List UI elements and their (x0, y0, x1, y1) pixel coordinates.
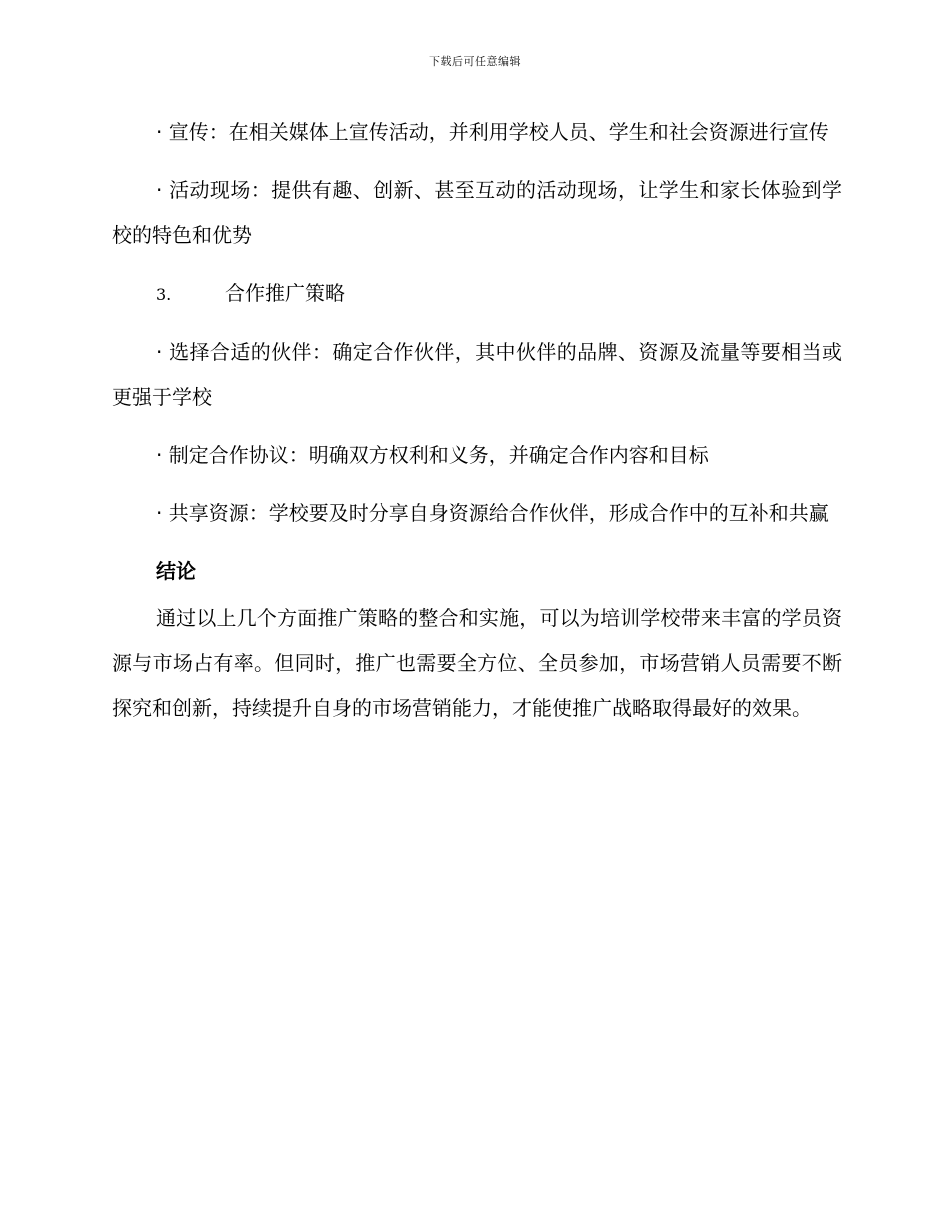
document-body (112, 110, 842, 731)
conclusion-paragraph: 通过以上几个方面推广策略的整合和实施，可以为培训学校带来丰富的学员资源与市场占有率。但同时，推广也需要全方位、全员参加，市场营销人员需要不断探究和创新，持续提升自身的市场营销能力，才能使推广战略取得最好的效果。 (112, 606, 842, 720)
section-heading-cooperation (112, 271, 842, 317)
page-header-note: 下载后可任意编辑 (429, 55, 521, 68)
bullet-agreement: · 制定合作协议：明确双方权利和义务，并确定合作内容和目标 (156, 443, 709, 467)
bullet-promotion: · 宣传：在相关媒体上宣传活动，并利用学校人员、学生和社会资源进行宣传 (156, 120, 829, 144)
section-title: 合作推广策略 (225, 281, 345, 305)
bullet-share-resources: · 共享资源：学校要及时分享自身资源给合作伙伴，形成合作中的互补和共赢 (156, 501, 829, 525)
bullet-choose-partner: · 选择合适的伙伴：确定合作伙伴，其中伙伴的品牌、资源及流量等要相当或更强于学校 (112, 340, 842, 409)
section-number: 3. (156, 285, 172, 304)
bullet-onsite-activity: · 活动现场：提供有趣、创新、甚至互动的活动现场，让学生和家长体验到学校的特色和优势 (112, 178, 842, 247)
conclusion-heading: 结论 (156, 559, 196, 583)
